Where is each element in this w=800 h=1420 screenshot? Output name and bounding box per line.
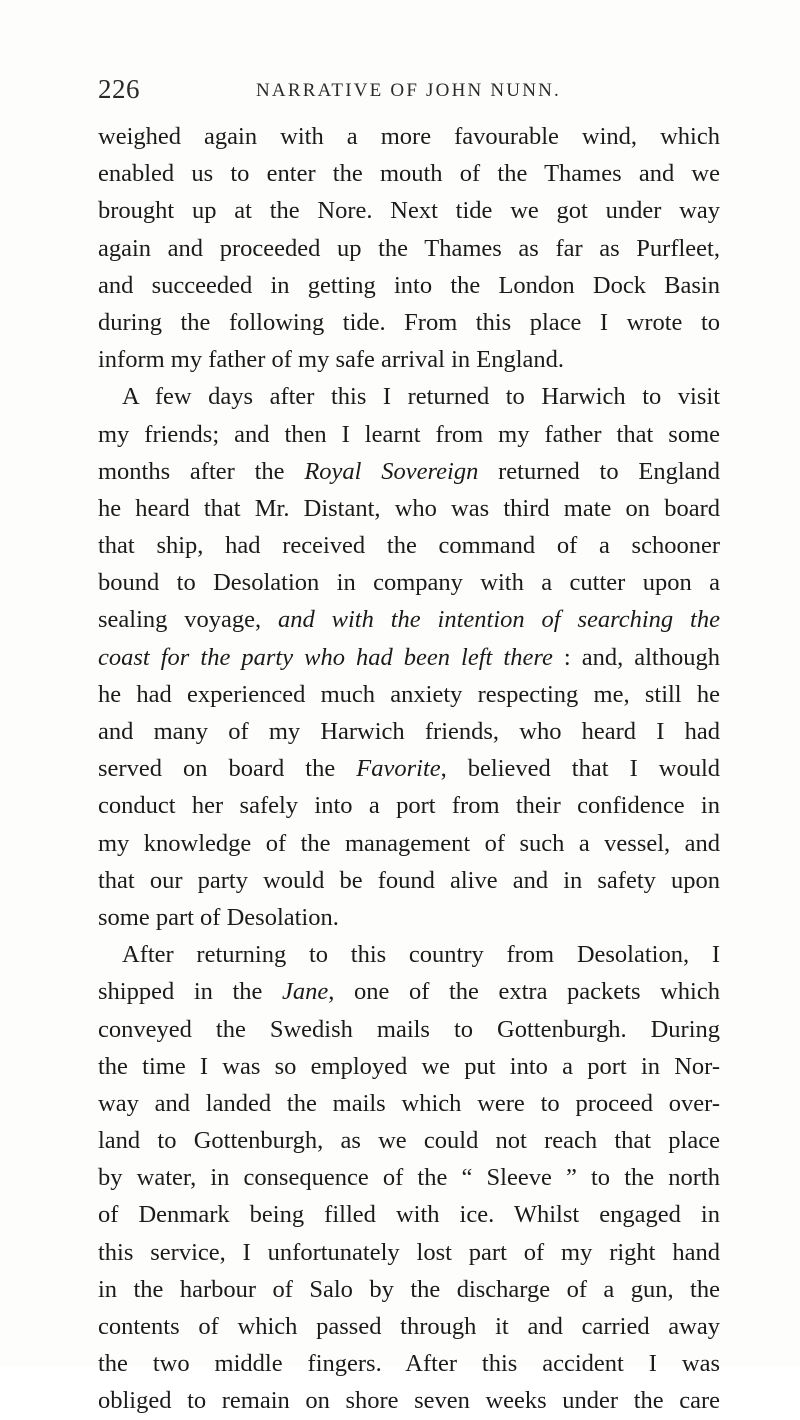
text-line: obliged to remain on shore seven weeks under the care — [98, 1387, 720, 1415]
text-line: he heard that Mr. Distant, who was third mate on board — [98, 494, 720, 522]
text-line: during the following tide. From this place I wrote to — [98, 308, 720, 336]
text-line: enabled us to enter the mouth of the Thames and we — [98, 160, 720, 188]
text-line: the two middle fingers. After this accident I was — [98, 1350, 720, 1378]
running-head: NARRATIVE OF JOHN NUNN. — [256, 80, 561, 101]
text-line: conveyed the Swedish mails to Gottenburgh. During — [98, 1015, 720, 1043]
text-line: coast for the party who had been left there : and, although — [98, 643, 720, 671]
body-text — [98, 118, 720, 1420]
text-line: brought up at the Nore. Next tide we got under way — [98, 197, 720, 225]
text-line: that our party would be found alive and in safety upon — [98, 866, 720, 894]
text-line: my friends; and then I learnt from my father that some — [98, 420, 720, 448]
text-line: After returning to this country from Desolation, I — [122, 941, 720, 969]
text-line: sealing voyage, and with the intention of searching the — [98, 606, 720, 634]
text-line: he had experienced much anxiety respecting me, still he — [98, 680, 720, 708]
page-header — [98, 74, 718, 108]
page-number: 226 — [98, 74, 140, 104]
text-line: my knowledge of the management of such a vessel, and — [98, 829, 720, 857]
text-line: served on board the Favorite, believed that I would — [98, 755, 721, 783]
text-line: way and landed the mails which were to proceed over- — [98, 1089, 720, 1117]
text-line: conduct her safely into a port from their confidence in — [98, 792, 720, 820]
text-line: some part of Desolation. — [98, 903, 339, 931]
text-line: this service, I unfortunately lost part of my right hand — [98, 1238, 720, 1266]
text-line: of Denmark being filled with ice. Whilst engaged in — [98, 1201, 720, 1229]
text-line: land to Gottenburgh, as we could not reach that place — [98, 1127, 720, 1155]
text-line: and succeeded in getting into the London Dock Basin — [98, 271, 720, 299]
text-line: A few days after this I returned to Harwich to visit — [122, 383, 720, 411]
text-line: contents of which passed through it and carried away — [98, 1313, 720, 1340]
text-line: and many of my Harwich friends, who heard I had — [98, 718, 720, 745]
text-line: in the harbour of Salo by the discharge of a gun, the — [98, 1275, 720, 1303]
text-line: months after the Royal Sovereign returned to England — [98, 457, 721, 485]
text-line: again and proceeded up the Thames as far as Purfleet, — [98, 234, 720, 262]
text-line: that ship, had received the command of a schooner — [98, 532, 720, 560]
text-line: inform my father of my safe arrival in England. — [98, 346, 565, 374]
text-line: bound to Desolation in company with a cutter upon a — [98, 569, 720, 597]
text-line: shipped in the Jane, one of the extra packets which — [98, 978, 720, 1006]
text-line: by water, in consequence of the “ Sleeve ” to the north — [98, 1164, 720, 1192]
text-line: weighed again with a more favourable wind, which — [98, 123, 720, 150]
text-line: the time I was so employed we put into a port in Nor- — [98, 1052, 720, 1080]
